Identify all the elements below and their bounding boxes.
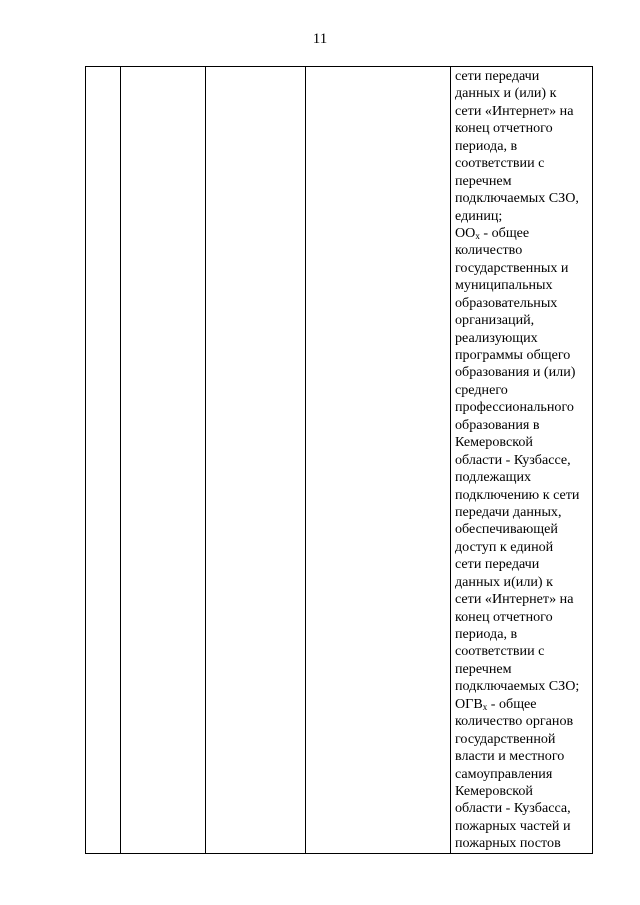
- text-line: образования в: [455, 416, 540, 433]
- text-line: области - Кузбассе,: [455, 451, 571, 468]
- text-line: пожарных постов: [455, 835, 561, 852]
- subscript-x: x: [482, 701, 488, 712]
- table-cell-4: [306, 67, 451, 854]
- text-line: подключению к сети: [455, 486, 580, 503]
- text-line: власти и местного: [455, 748, 565, 765]
- text-line: перечнем: [455, 172, 512, 189]
- text-line: подлежащих: [455, 469, 532, 486]
- text-line: подключаемых СЗО;: [455, 678, 580, 695]
- text-line: количество: [455, 242, 523, 259]
- text-line: сети «Интернет» на: [455, 591, 574, 608]
- text-line: подключаемых СЗО,: [455, 190, 579, 207]
- page-number: 11: [312, 31, 328, 47]
- text-line: профессионального: [455, 399, 574, 416]
- text-line: образования и (или): [455, 364, 576, 381]
- text-line: образовательных: [455, 294, 558, 311]
- text-line: данных и(или) к: [455, 573, 553, 590]
- table-row: [86, 67, 593, 854]
- text-line: программы общего: [455, 347, 571, 363]
- text-line: муниципальных: [455, 277, 553, 294]
- text-line: пожарных частей и: [455, 817, 571, 834]
- text-line: соответствии с: [455, 155, 545, 172]
- text-line: периода, в: [455, 626, 518, 642]
- text-line: области - Кузбасса,: [455, 800, 571, 817]
- text-line: обеспечивающей: [455, 521, 558, 538]
- text-line: соответствии с: [455, 643, 545, 660]
- text-line: передачи данных,: [455, 503, 562, 520]
- text-line: $ОГВ_x$ - общее: [455, 695, 537, 712]
- text-line: Кемеровской: [455, 782, 533, 799]
- text-line: среднего: [455, 381, 508, 398]
- text-line: реализующих: [455, 329, 538, 346]
- table-cell-3: [206, 67, 306, 854]
- table-cell-5: [451, 67, 593, 854]
- text-line: перечнем: [455, 660, 512, 677]
- text-line: сети передачи: [455, 556, 540, 573]
- subscript-x: x: [475, 230, 480, 241]
- text-line: сети «Интернет» на: [455, 102, 574, 119]
- indicator-description-text: [451, 67, 592, 853]
- text-line: единиц;: [455, 207, 503, 224]
- text-line: Кемеровской: [455, 434, 533, 451]
- text-line: периода, в: [455, 137, 518, 154]
- text-line: конец отчетного: [455, 608, 553, 625]
- text-line: количество органов: [455, 713, 574, 730]
- text-line: самоуправления: [455, 765, 553, 782]
- text-line: данных и (или) к: [455, 85, 557, 102]
- text-line: государственных и: [455, 259, 569, 276]
- text-line: сети передачи: [455, 68, 540, 84]
- text-line: государственной: [455, 730, 556, 747]
- document-table: [85, 66, 593, 854]
- text-line: доступ к единой: [455, 538, 554, 555]
- table-cell-1: [86, 67, 121, 854]
- table-cell-2: [121, 67, 206, 854]
- text-line: конец отчетного: [455, 120, 553, 137]
- text-line: $ОО_x$ - общее: [455, 224, 530, 241]
- text-line: организаций,: [455, 312, 535, 329]
